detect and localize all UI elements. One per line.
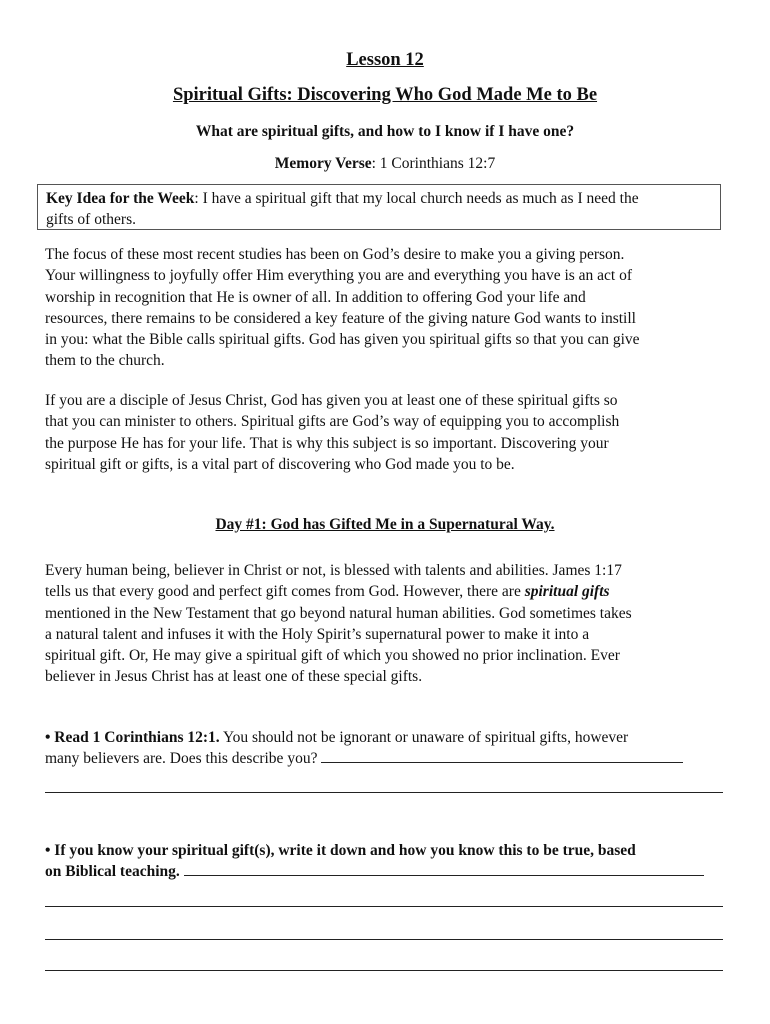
text-line: The focus of these most recent studies has been on God’s desire to make you a giving person.: [45, 246, 625, 263]
text-line: spiritual gift or gifts, is a vital part of discovering who God made you to be.: [45, 455, 515, 473]
memory-verse-reference: : 1 Corinthians 12:7: [371, 155, 496, 172]
key-idea-line-1: [46, 188, 712, 209]
text-line: Your willingness to joyfully offer Him everything you are and everything you have is an act of: [45, 267, 633, 285]
answer-line[interactable]: [45, 970, 723, 971]
answer-line[interactable]: [45, 906, 723, 907]
text-line: mentioned in the New Testament that go beyond natural human abilities. God sometimes takes: [45, 604, 632, 622]
question-2: [45, 840, 735, 883]
guiding-question: What are spiritual gifts, and how to I know if I have one?: [195, 123, 575, 140]
question-2-line-1: • If you know your spiritual gift(s), write it down and how you know this to be true, based: [45, 842, 636, 859]
text-line: If you are a disciple of Jesus Christ, God has given you at least one of these spiritual gifts so: [45, 392, 618, 409]
text-line: Every human being, believer in Christ or not, is blessed with talents and abilities. James 1:17: [45, 562, 622, 579]
text-line: that you can minister to others. Spiritual gifts are God’s way of equipping you to accomplish: [45, 413, 620, 431]
key-idea-box: [37, 184, 721, 230]
answer-blank[interactable]: [184, 875, 704, 876]
question-2-line-2: [45, 861, 735, 882]
question-1-line-1: [45, 727, 735, 748]
text-line: believer in Jesus Christ has at least one of these special gifts.: [45, 668, 423, 686]
answer-line[interactable]: [45, 792, 723, 793]
question-1-prompt: • Read 1 Corinthians 12:1.: [45, 729, 220, 746]
text-line: worship in recognition that He is owner of all. In addition to offering God your life and: [45, 288, 586, 306]
key-idea-label: Key Idea for the Week: [46, 190, 195, 207]
text-line: a natural talent and infuses it with the Holy Spirit’s supernatural power to make it into a: [45, 625, 590, 643]
page-title: Spiritual Gifts: Discovering Who God Made Me to Be: [172, 85, 598, 105]
memory-verse: [0, 153, 770, 174]
day-1-paragraph: [45, 560, 735, 688]
key-idea-line-2: gifts of others.: [46, 211, 136, 228]
emphasis-spiritual-gifts: spiritual gifts: [524, 583, 610, 601]
answer-blank[interactable]: [321, 762, 683, 763]
text-line: in you: what the Bible calls spiritual gifts. God has given you spiritual gifts so that you can give: [45, 331, 640, 349]
text-line: spiritual gift. Or, He may give a spiritual gift of which you showed no prior inclination. Ever: [45, 647, 620, 665]
key-idea-text: : I have a spiritual gift that my local church needs as much as I need the: [194, 190, 639, 207]
memory-verse-label: Memory Verse: [274, 155, 372, 172]
question-1: [45, 727, 735, 770]
intro-paragraph-1: [45, 244, 735, 372]
text-line: them to the church.: [45, 352, 165, 370]
question-2-text-2: on Biblical teaching.: [45, 863, 180, 881]
question-1-line-2: [45, 748, 735, 769]
text-segment: tells us that every good and perfect gift comes from God. However, there are: [45, 583, 525, 601]
intro-paragraph-2: [45, 390, 735, 475]
day-1-heading: Day #1: God has Gifted Me in a Supernatural Way.: [215, 516, 555, 533]
text-line: [45, 581, 735, 602]
lesson-number: Lesson 12: [346, 50, 424, 70]
question-1-text-2: many believers are. Does this describe you?: [45, 750, 318, 768]
answer-line[interactable]: [45, 939, 723, 940]
text-line: resources, there remains to be considered a key feature of the giving nature God wants to instill: [45, 309, 636, 327]
question-1-text: You should not be ignorant or unaware of spiritual gifts, however: [219, 729, 629, 746]
text-line: the purpose He has for your life. That is why this subject is so important. Discovering your: [45, 434, 609, 452]
